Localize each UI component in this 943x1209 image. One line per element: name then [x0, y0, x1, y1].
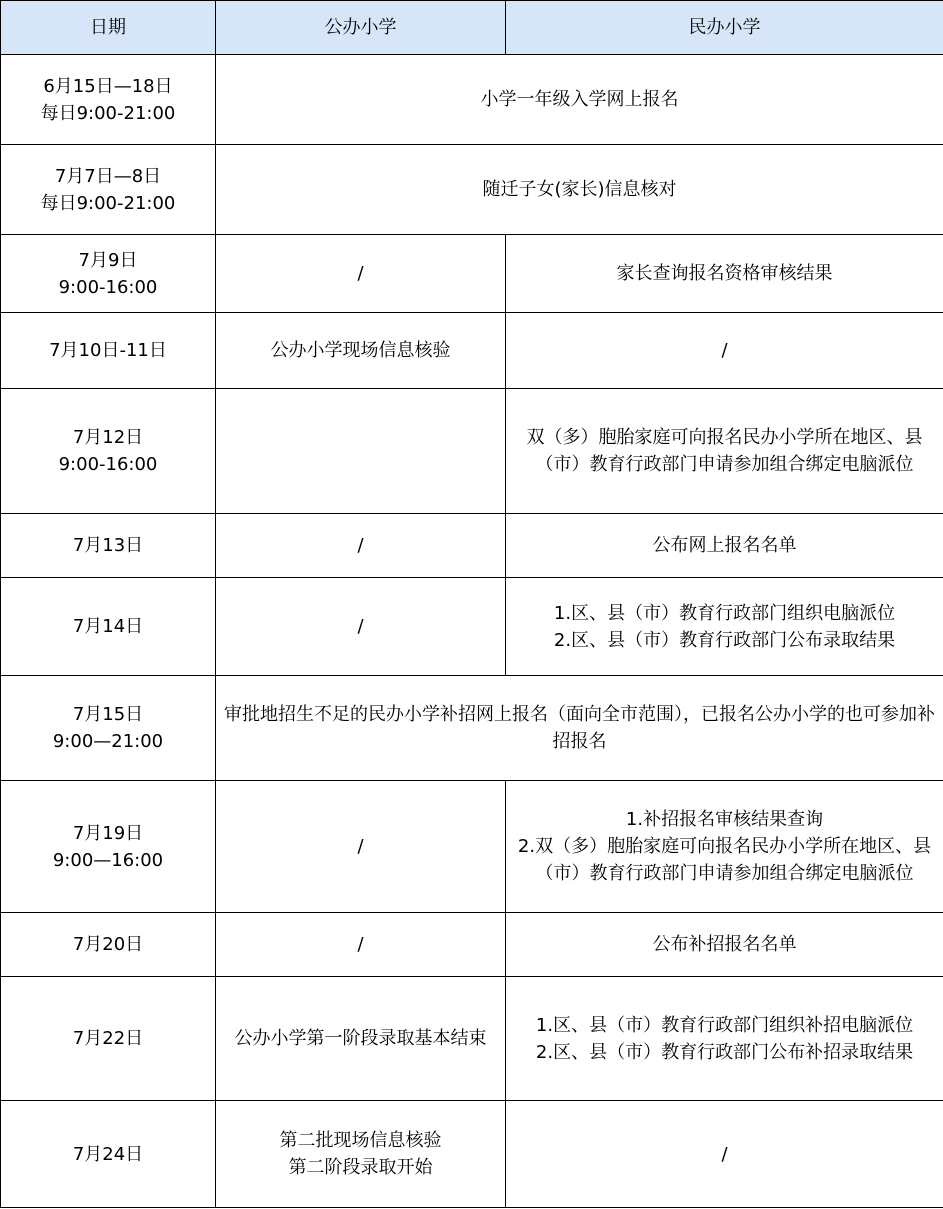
time-text: 9:00—21:00: [52, 731, 164, 752]
date-cell: [1, 313, 216, 389]
table-row: [1, 977, 943, 1101]
table-row: [1, 781, 943, 913]
table-row: [1, 913, 943, 977]
list-item: 1.区、县（市）教育行政部门组织电脑派位: [553, 602, 896, 624]
table-row: [1, 313, 943, 389]
table-row: [1, 145, 943, 235]
public-school-cell: /: [216, 514, 506, 578]
date-text: 7月22日: [72, 1028, 144, 1049]
date-text: 7月15日: [72, 704, 144, 725]
date-text: 7月10日-11日: [49, 340, 167, 361]
time-text: 每日9:00-21:00: [40, 192, 176, 214]
date-text: 7月9日: [78, 249, 138, 271]
table-row: [1, 1101, 943, 1208]
date-text: 7月24日: [72, 1143, 144, 1165]
list-item: 第二批现场信息核验: [279, 1130, 442, 1151]
date-cell: [1, 55, 216, 145]
private-school-cell: [506, 781, 943, 913]
table-row: [1, 389, 943, 514]
date-cell: [1, 913, 216, 977]
header-row: [1, 1, 943, 55]
table-row: [1, 514, 943, 578]
private-school-column-header: 民办小学: [506, 1, 943, 55]
time-text: 9:00-16:00: [58, 276, 158, 298]
list-item: 2.双（多）胞胎家庭可向报名民办小学所在地区、县（市）教育行政部门申请参加组合绑定电脑派位: [517, 836, 932, 884]
date-text: 7月12日: [72, 427, 144, 448]
public-school-cell: [216, 389, 506, 514]
date-cell: [1, 235, 216, 313]
public-school-cell: [216, 1101, 506, 1208]
date-column-header: 日期: [1, 1, 216, 55]
list-item: 2.区、县（市）教育行政部门公布补招录取结果: [535, 1041, 914, 1063]
private-school-cell: 家长查询报名资格审核结果: [506, 235, 943, 313]
list-item: 2.区、县（市）教育行政部门公布录取结果: [553, 629, 896, 651]
public-school-cell: 公办小学第一阶段录取基本结束: [216, 977, 506, 1101]
date-cell: [1, 676, 216, 781]
list-item: 第二阶段录取开始: [288, 1157, 433, 1178]
date-text: 7月7日—8日: [54, 165, 162, 187]
time-text: 9:00-16:00: [58, 454, 158, 475]
public-school-cell: /: [216, 781, 506, 913]
merged-event-cell: 小学一年级入学网上报名: [216, 55, 943, 145]
merged-event-cell: 随迁子女(家长)信息核对: [216, 145, 943, 235]
date-cell: [1, 977, 216, 1101]
time-text: 9:00—16:00: [52, 849, 164, 871]
private-school-cell: 公布网上报名名单: [506, 514, 943, 578]
table-row: [1, 55, 943, 145]
public-school-cell: /: [216, 578, 506, 676]
table-row: [1, 578, 943, 676]
time-text: 每日9:00-21:00: [40, 102, 176, 124]
public-school-cell: /: [216, 913, 506, 977]
date-text: 7月20日: [72, 934, 144, 955]
private-school-cell: [506, 578, 943, 676]
date-cell: [1, 578, 216, 676]
table-row: [1, 235, 943, 313]
date-text: 7月19日: [72, 822, 144, 844]
date-cell: [1, 781, 216, 913]
table-row: [1, 676, 943, 781]
date-text: 6月15日—18日: [43, 75, 173, 97]
date-cell: [1, 145, 216, 235]
list-item: 1.区、县（市）教育行政部门组织补招电脑派位: [535, 1014, 914, 1036]
public-school-cell: 公办小学现场信息核验: [216, 313, 506, 389]
private-school-cell: 公布补招报名名单: [506, 913, 943, 977]
date-text: 7月14日: [72, 616, 144, 637]
public-school-cell: /: [216, 235, 506, 313]
date-cell: [1, 514, 216, 578]
merged-event-cell: 审批地招生不足的民办小学补招网上报名（面向全市范围），已报名公办小学的也可参加补招报名: [216, 676, 943, 781]
list-item: 1.补招报名审核结果查询: [625, 809, 824, 830]
private-school-cell: [506, 977, 943, 1101]
date-cell: [1, 1101, 216, 1208]
date-text: 7月13日: [72, 535, 144, 556]
public-school-column-header: 公办小学: [216, 1, 506, 55]
private-school-cell: /: [506, 313, 943, 389]
private-school-cell: /: [506, 1101, 943, 1208]
private-school-cell: 双（多）胞胎家庭可向报名民办小学所在地区、县（市）教育行政部门申请参加组合绑定电脑派位: [506, 389, 943, 514]
date-cell: [1, 389, 216, 514]
